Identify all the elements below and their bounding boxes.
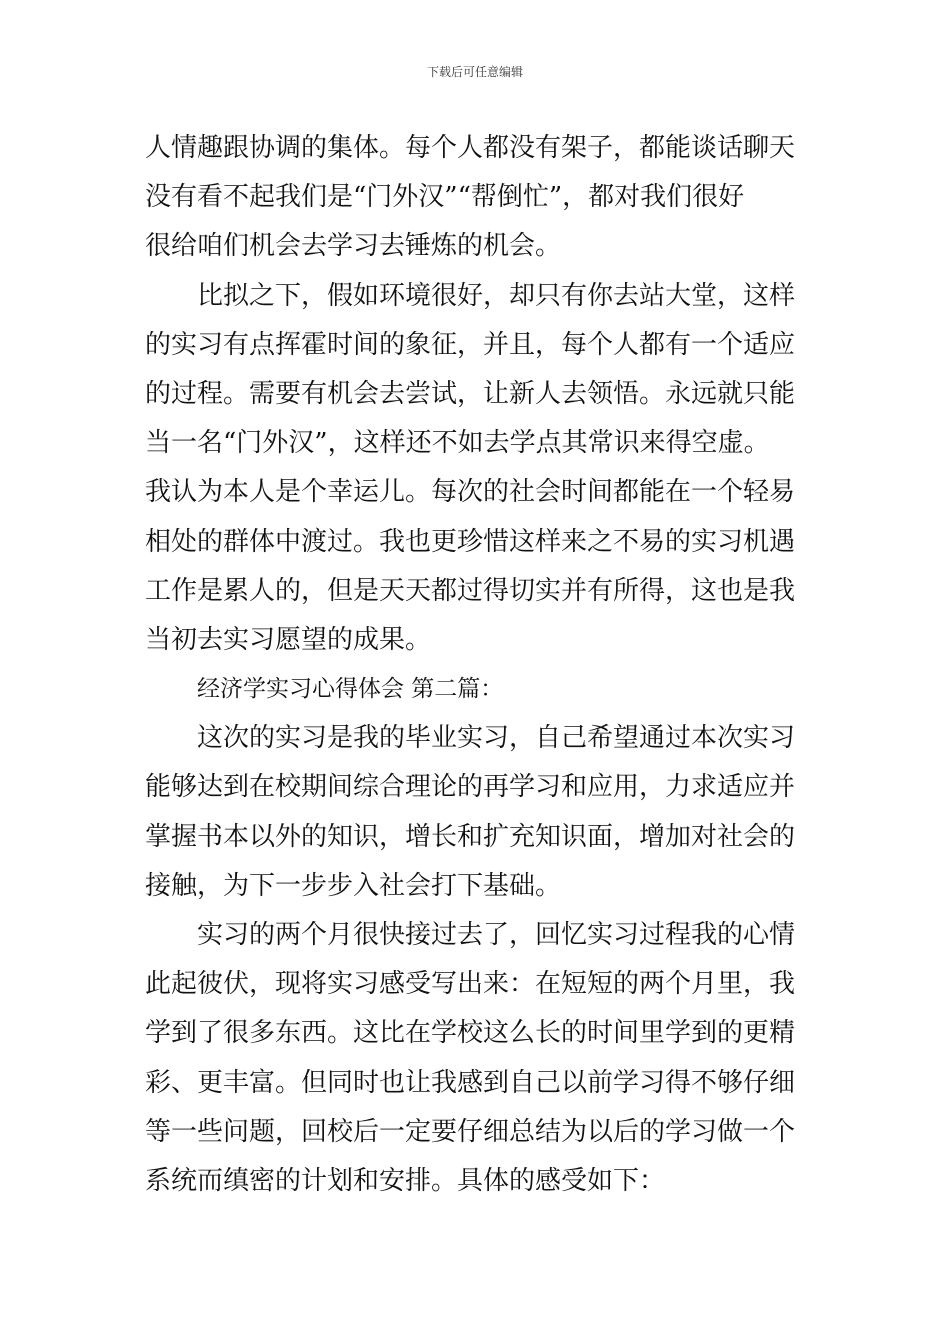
text-line-8: 我认为本人是个幸运儿。每次的社会时间都能在一个轻易 [145,477,796,508]
text-line-10: 工作是累人的，但是天天都过得切实并有所得，这也是我 [145,575,796,606]
text-line-19: 学到了很多东西。这比在学校这么长的时间里学到的更精 [145,1018,796,1049]
text-line-13: 这次的实习是我的毕业实习，自己希望通过本次实习 [197,723,796,754]
text-line-9: 相处的群体中渡过。我也更珍惜这样来之不易的实习机遇 [145,526,796,557]
text-line-16: 接触，为下一步步入社会打下基础。 [145,870,562,901]
text-line-11: 当初去实习愿望的成果。 [145,624,432,655]
text-line-1: 人情趣跟协调的集体。每个人都没有架子，都能谈话聊天 [145,133,796,163]
text-line-18: 此起彼伏，现将实习感受写出来：在短短的两个月里，我 [145,969,796,1000]
text-line-5: 的实习有点挥霍时间的象征，并且，每个人都有一个适应 [145,329,796,360]
text-line-15: 掌握书本以外的知识，增长和扩充知识面，增加对社会的 [145,821,796,852]
text-line-20: 彩、更丰富。但同时也让我感到自己以前学习得不够仔细 [145,1067,796,1098]
page-header: 下载后可任意编辑 [426,65,523,79]
section-heading: 经济学实习心得体会 第二篇： [197,676,504,703]
text-line-22: 系统而缜密的计划和安排。具体的感受如下： [145,1165,666,1196]
text-line-3: 很给咱们机会去学习去锤炼的机会。 [145,231,562,262]
text-line-21: 等一些问题，回校后一定要仔细总结为以后的学习做一个 [145,1116,796,1147]
text-line-4: 比拟之下，假如环境很好，却只有你去站大堂，这样 [197,280,796,311]
text-line-2: 没有看不起我们是“门外汉”“帮倒忙”，都对我们很好 [145,182,745,213]
text-line-14: 能够达到在校期间综合理论的再学习和应用，力求适应并 [145,772,796,803]
text-line-6: 的过程。需要有机会去尝试，让新人去领悟。永远就只能 [145,378,796,409]
document-body [145,124,815,1206]
text-line-7: 当一名“门外汉”，这样还不如去学点其常识来得空虚。 [145,428,770,459]
text-line-17: 实习的两个月很快接过去了，回忆实习过程我的心情 [197,920,796,950]
